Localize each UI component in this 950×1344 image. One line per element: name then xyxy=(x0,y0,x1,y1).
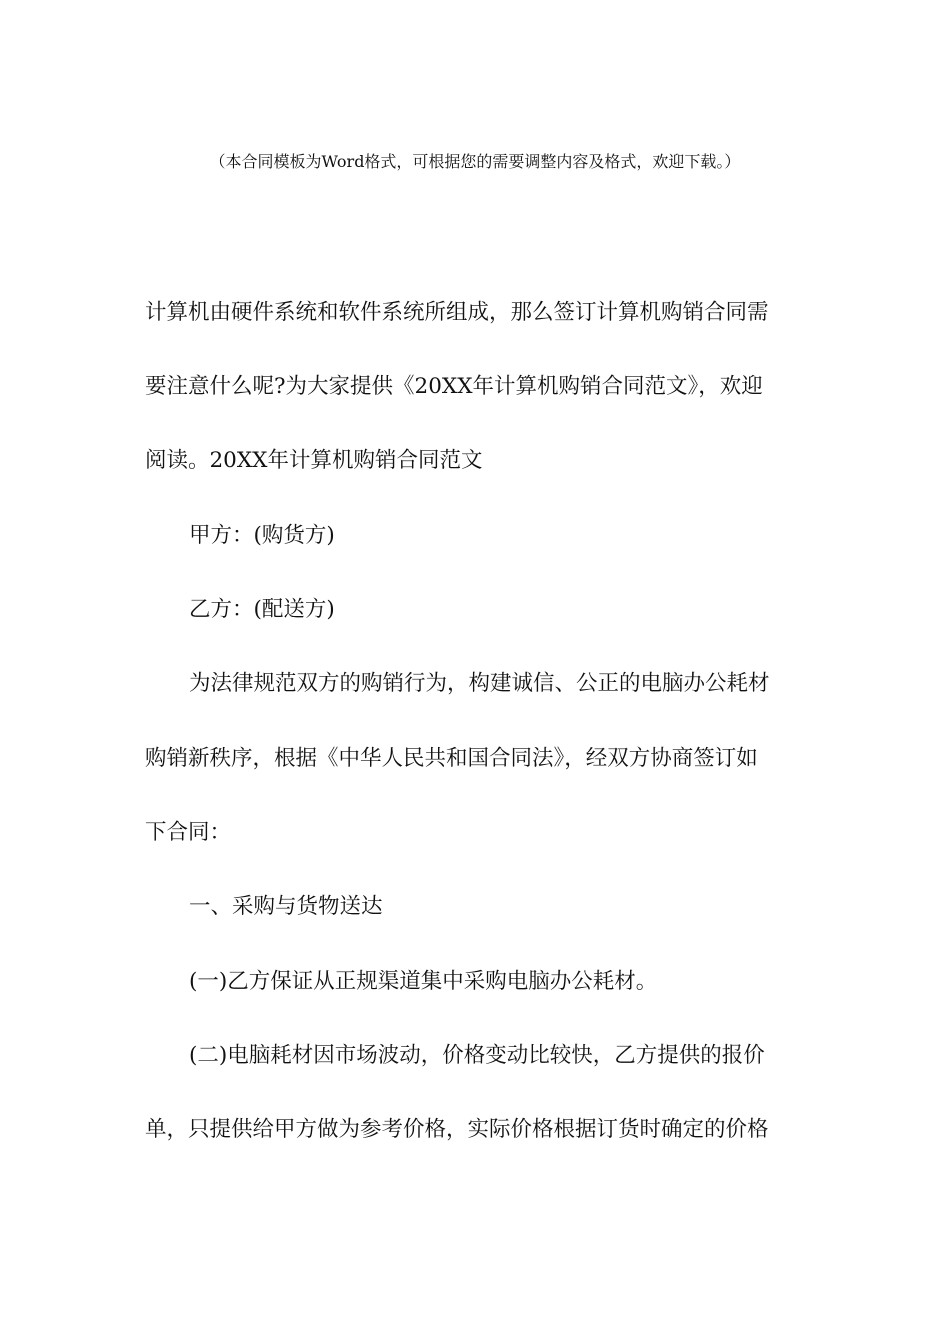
clause-2-line-2: 单，只提供给甲方做为参考价格，实际价格根据订货时确定的价格 xyxy=(145,1117,769,1142)
clause-2-line-1: (二)电脑耗材因市场波动，价格变动比较快，乙方提供的报价 xyxy=(189,1043,765,1068)
intro-line-1: 计算机由硬件系统和软件系统所组成，那么签订计算机购销合同需 xyxy=(145,300,769,325)
intro-line-3: 阅读。20XX年计算机购销合同范文 xyxy=(145,448,483,473)
party-a-line: 甲方：(购货方) xyxy=(189,523,335,548)
party-b-line: 乙方：(配送方) xyxy=(189,597,335,622)
preamble-line-3: 下合同： xyxy=(145,820,232,845)
template-note: （本合同模板为Word格式，可根据您的需要调整内容及格式，欢迎下载。） xyxy=(209,152,741,171)
preamble-line-2: 购销新秩序，根据《中华人民共和国合同法》，经双方协商签订如 xyxy=(145,746,758,771)
clause-1-line: (一)乙方保证从正规渠道集中采购电脑办公耗材。 xyxy=(189,969,658,994)
section-heading: 一、采购与货物送达 xyxy=(189,894,383,919)
intro-line-2: 要注意什么呢?为大家提供《20XX年计算机购销合同范文》，欢迎 xyxy=(145,374,763,399)
preamble-line-1: 为法律规范双方的购销行为，构建诚信、公正的电脑办公耗材 xyxy=(189,671,770,696)
